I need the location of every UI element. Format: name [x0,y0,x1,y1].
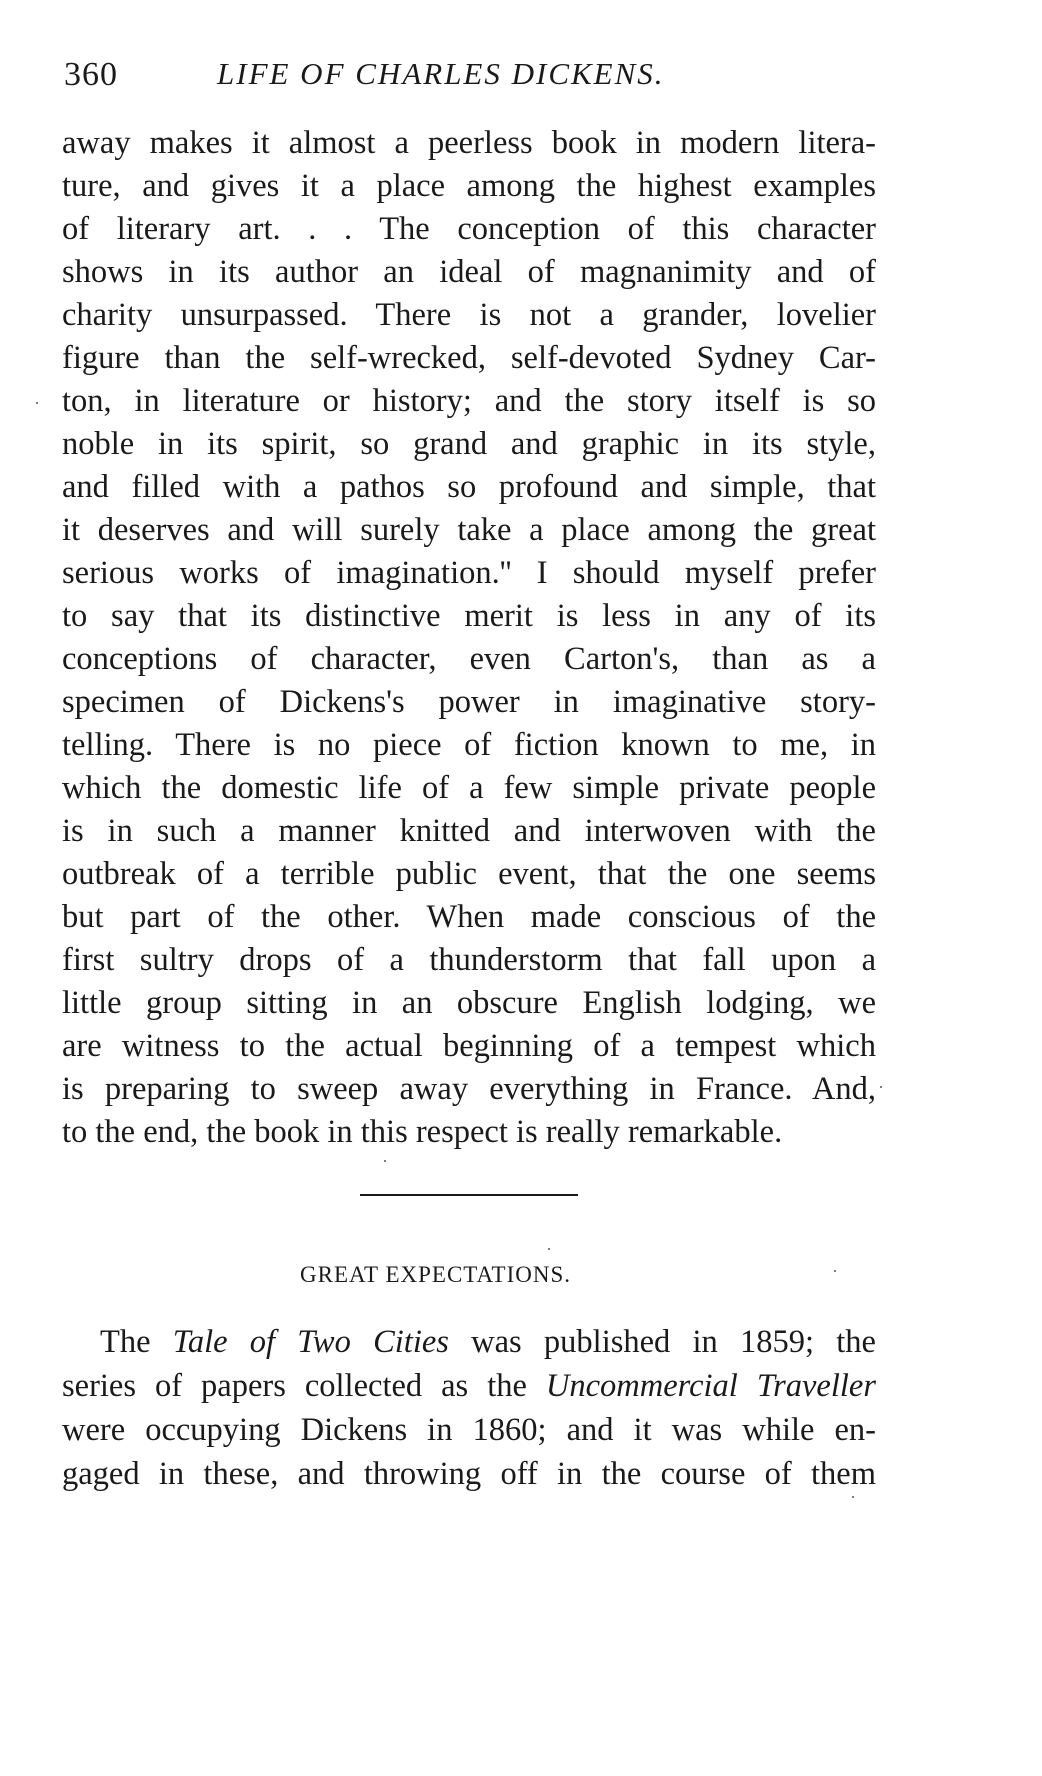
running-head [64,56,824,96]
text-line: charity unsurpassed. There is not a grander, lovelier [62,297,876,333]
text-line: it deserves and will surely take a place among the great [62,512,876,548]
italic-title: Uncommercial Traveller [545,1368,876,1404]
text-line: away makes it almost a peerless book in modern litera- [62,125,876,161]
text-line: which the domestic life of a few simple private people [62,770,876,806]
text-line: first sultry drops of a thunderstorm that fall upon a [62,942,876,978]
scan-speck [852,1496,854,1498]
italic-title: Tale of Two Cities [172,1324,449,1360]
second-paragraph [62,1320,876,1496]
text-line: telling. There is no piece of fiction known to me, in [62,727,876,763]
text-line [62,1364,876,1408]
text-line: to the end, the book in this respect is really remarkable. [62,1114,783,1150]
page-number: 360 [64,56,118,93]
text-line: are witness to the actual beginning of a tempest which [62,1028,876,1064]
text-line: serious works of imagination.'' I should myself prefer [62,555,876,591]
text-line: is in such a manner knitted and interwoven with the [62,813,876,849]
text-line: specimen of Dickens's power in imaginative story- [62,684,876,720]
text-segment: series of papers collected as the [62,1368,546,1404]
text-line: conceptions of character, even Carton's, than as a [62,641,876,677]
body-paragraph [62,122,876,1154]
scan-speck [384,1160,386,1162]
text-line: were occupying Dickens in 1860; and it was while en- [62,1412,876,1448]
text-line: little group sitting in an obscure English lodging, we [62,985,876,1021]
text-line: shows in its author an ideal of magnanimity and of [62,254,876,290]
text-line: to say that its distinctive merit is less in any of its [62,598,876,634]
text-line: figure than the self-wrecked, self-devoted Sydney Car- [62,340,876,376]
text-line: is preparing to sweep away everything in France. And, [62,1071,876,1107]
scan-speck [880,1086,882,1088]
section-divider-rule [360,1194,578,1196]
text-line: outbreak of a terrible public event, that the one seems [62,856,876,892]
text-line [62,1320,876,1364]
text-line: but part of the other. When made conscious of the [62,899,876,935]
text-segment: The [100,1324,173,1360]
running-title: LIFE OF CHARLES DICKENS. [217,56,665,91]
section-heading: GREAT EXPECTATIONS. [300,1262,572,1287]
scan-speck [834,1270,836,1272]
text-line: ton, in literature or history; and the story itself is so [62,383,876,419]
text-line: noble in its spirit, so grand and graphic in its style, [62,426,876,462]
text-line: of literary art. . . The conception of this character [62,211,876,247]
text-line: and filled with a pathos so profound and simple, that [62,469,876,505]
text-segment: was published in 1859; the [448,1324,876,1360]
scan-speck [36,402,38,404]
scan-speck [548,1248,550,1250]
text-line: ture, and gives it a place among the highest examples [62,168,876,204]
text-line: gaged in these, and throwing off in the course of them [62,1456,876,1492]
